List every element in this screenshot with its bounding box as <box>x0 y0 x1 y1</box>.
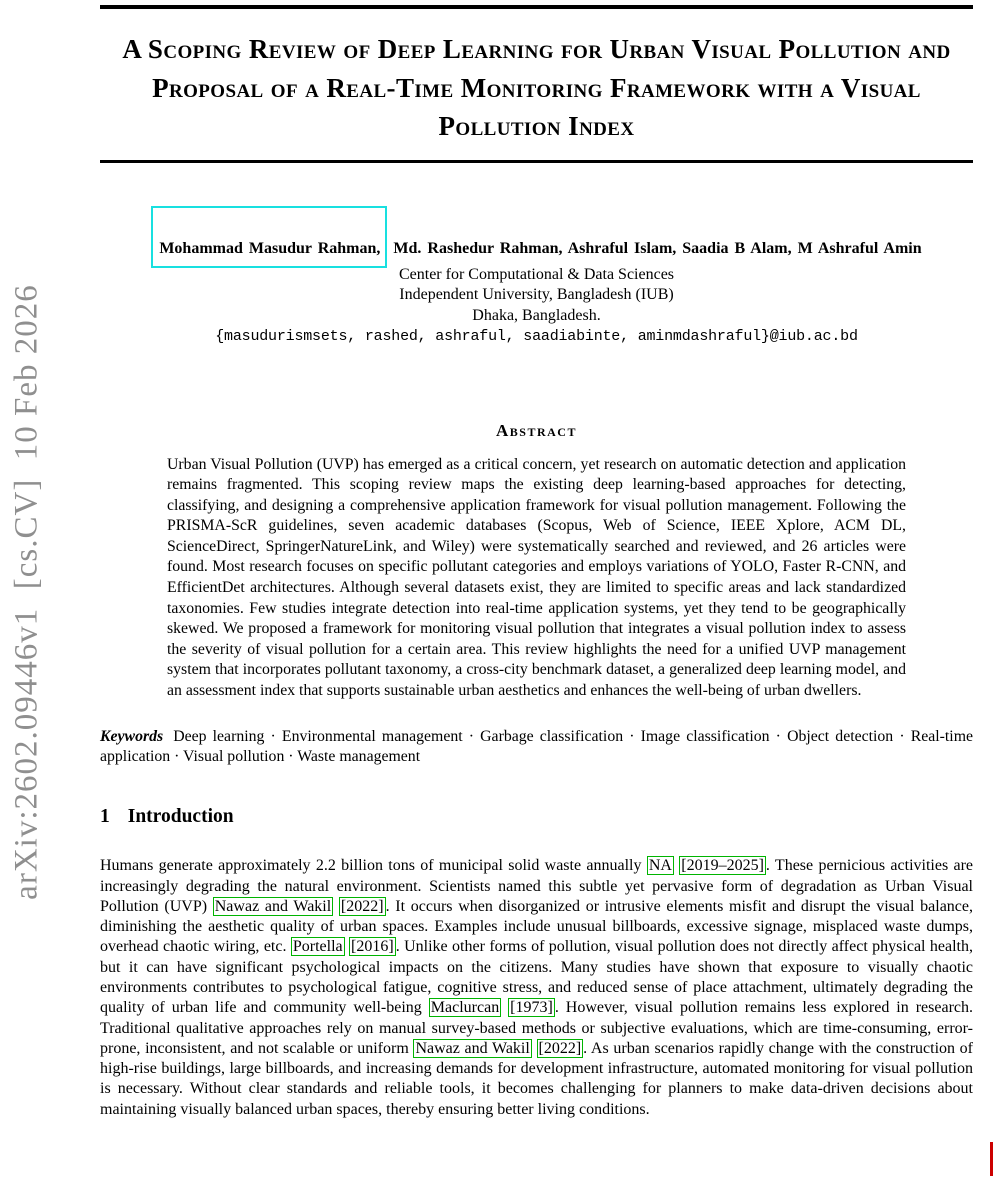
author-link-box[interactable]: Mohammad Masudur Rahman, <box>151 206 387 268</box>
abstract-text: Urban Visual Pollution (UVP) has emerged as a critical concern, yet research on automatic detection and application remains fragmented. This scoping review maps the existing deep learning-based approaches for detecting, classifying, and designing a comprehensive application framework for visual pollution management. Following the PRISMA-ScR guidelines, seven academic databases (Scopus, Web of Science, IEEE Xplore, ACM DL, ScienceDirect, SpringerNatureLink, and Wiley) were systematically searched and reviewed, and 26 articles were found. Most research focuses on specific pollutant categories and employs variations of YOLO, Faster R-CNN, and EfficientDet architectures. Although several datasets exist, they are limited to specific areas and lack standardized taxonomies. Few studies integrate detection into real-time application systems, yet they tend to be geographically skewed. We proposed a framework for monitoring visual pollution that integrates a visual pollution index to assess the severity of visual pollution for a certain area. This review highlights the need for a unified UVP management system that incorporates pollutant taxonomy, a cross-city benchmark dataset, a generalized deep learning model, and an assessment index that supports sustainable urban aesthetics and enhances the well-being of urban dwellers. <box>167 455 906 700</box>
citation-link[interactable]: Nawaz and Wakil <box>415 1039 530 1057</box>
citation-link[interactable]: Nawaz and Wakil <box>214 897 332 915</box>
affiliation-line-3: Dhaka, Bangladesh. <box>472 306 601 324</box>
affiliation-line-2: Independent University, Bangladesh (IUB) <box>399 286 674 303</box>
paper-title: A Scoping Review of Deep Learning for Urban Visual Pollution and Proposal of a Real-Time Monitoring Framework with a Visual Pollution Index <box>122 34 951 141</box>
author-line: Mohammad Masudur Rahman, Md. Rashedur Rahman, Ashraful Islam, Saadia B Alam, M Ashraful Amin <box>100 239 973 259</box>
arxiv-watermark: arXiv:2602.09446v1 [cs.CV] 10 Feb 2026 <box>8 284 45 900</box>
introduction-paragraph: Humans generate approximately 2.2 billion tons of municipal solid waste annually NA [2019–2025] . These pernicious activities are increasingly degrading the natural environment. Scientists named this subtle yet pervasive form of degradation as Urban Visual Pollution (UVP) Nawaz and Wakil [2022] . It occurs when disorganized or intrusive elements misfit and disrupt the visual balance, diminishing the aesthetic quality of urban spaces. Examples include unusual billboards, excessive signage, misplaced waste dumps, overhead chaotic wiring, etc. Portella [2016] . Unlike other forms of pollution, visual pollution does not directly affect physical health, but it can have significant psychological impacts on the citizens. Many studies have shown that exposure to visually chaotic environments contributes to psychological fatigue, cognitive stress, and reduced sense of place attachment, ultimately degrading the quality of urban life and community well-being Maclurcan [1973] . However, visual pollution remains less explored in research. Traditional qualitative approaches rely on manual survey-based methods or subjective evaluations, which are time-consuming, error-prone, inconsistent, and not scalable or uniform Nawaz and Wakil [2022] . As urban scenarios rapidly change with the construction of high-rise buildings, large billboards, and increasing demands for development infrastructure, automated monitoring for visual pollution is necessary. Without clear standards and reliable tools, it becomes challenging for planners to make data-driven decisions about maintaining visually balanced urban spaces, thereby ensuring better living conditions. <box>100 857 974 1118</box>
title-rule <box>100 160 973 163</box>
citation-link[interactable]: NA <box>648 857 672 875</box>
citation-link[interactable]: [2022] <box>538 1039 582 1057</box>
author-emails: {masudurismsets, rashed, ashraful, saadiabinte, aminmdashraful}@iub.ac.bd <box>215 328 858 345</box>
citation-link[interactable]: [2016] <box>351 938 394 956</box>
keywords-list: Deep learning · Environmental management · Garbage classification · Image classification · Object detection · Real-time application · Visual pollution · Waste management <box>100 727 973 766</box>
top-rule <box>100 5 973 9</box>
affiliation-line-1: Center for Computational & Data Sciences <box>398 265 675 283</box>
citation-link[interactable]: Portella <box>292 938 343 956</box>
section-heading-introduction <box>100 806 973 828</box>
affiliation-block <box>100 265 973 348</box>
section-title: Introduction <box>127 806 234 828</box>
citation-link[interactable]: [2022] <box>340 897 384 915</box>
paper-content <box>100 0 973 1120</box>
citation-link[interactable]: [2019–2025] <box>681 857 764 875</box>
citation-link[interactable]: [1973] <box>510 999 553 1017</box>
keywords-label: Keywords <box>100 727 164 745</box>
section-number: 1 <box>100 806 110 828</box>
citation-link[interactable]: Maclurcan <box>430 999 500 1017</box>
abstract-heading: Abstract <box>496 420 577 440</box>
keywords-line <box>100 727 973 769</box>
